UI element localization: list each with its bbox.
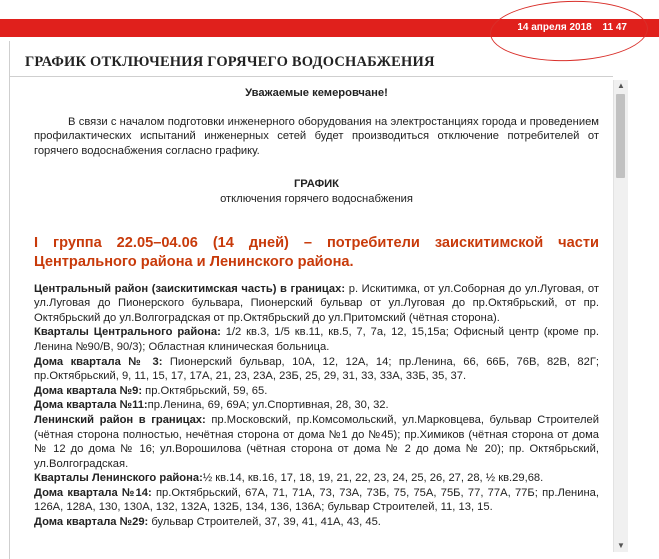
greeting: Уважаемые кемеровчане! xyxy=(245,87,388,99)
top-bar xyxy=(0,19,659,37)
area-label: Кварталы Ленинского района: xyxy=(34,472,203,485)
group-heading: I группа 22.05–04.06 (14 дней) – потребители заискитимской части Центрального района и Ленинского района. xyxy=(34,234,599,270)
area-paragraph xyxy=(34,384,599,399)
scrollbar-thumb[interactable] xyxy=(616,94,625,178)
area-text: пр.Ленина, 69, 69А; ул.Спортивная, 28, 30, 32. xyxy=(147,399,389,412)
area-paragraph xyxy=(34,413,599,471)
area-label: Дома квартала № 3: xyxy=(34,355,163,368)
date-time xyxy=(509,19,627,37)
schedule-title: ГРАФИК xyxy=(293,178,340,191)
area-paragraph xyxy=(34,471,599,486)
schedule-subtitle: отключения горячего водоснабжения xyxy=(220,192,413,205)
area-text: пр.Октябрьский, 59, 65. xyxy=(142,384,268,397)
area-paragraph xyxy=(34,325,599,354)
area-text: р. Искитимка, от ул.Соборная до ул.Луговая, от ул.Луговая до Пионерского бульвара, Пионерский бульвар от ул.Луговая до пр.Октябрьский, от пр. Октябрьский до ул.Волгоградская от пр.Октябрьский до ул.Притомский (чётная сторона). xyxy=(34,282,599,324)
area-label: Кварталы Центрального района: xyxy=(34,326,221,339)
scroll-down-icon[interactable]: ▼ xyxy=(617,541,625,550)
area-paragraph xyxy=(34,355,599,384)
time-label: 11 47 xyxy=(602,22,627,33)
area-text: 1/2 кв.3, 1/5 кв.11, кв.5, 7, 7а, 12, 15,15а; Офисный центр (кроме пр. Ленина №90/В, 90/3); Областная клиническая больница. xyxy=(34,326,599,353)
area-label: Дома квартала №14: xyxy=(34,486,152,499)
area-label: Дома квартала №11: xyxy=(34,399,148,412)
intro-paragraph: В связи с началом подготовки инженерного оборудования на электростанциях города и проведением профилактических испытаний инженерных сетей будет производиться отключение потребителей от горячего водоснабжения согласно графику. xyxy=(34,115,599,157)
vertical-scrollbar[interactable] xyxy=(613,80,628,552)
area-text: ½ кв.14, кв.16, 17, 18, 19, 21, 22, 23, 24, 25, 26, 27, 28, ½ кв.29,68. xyxy=(202,472,544,485)
area-text: бульвар Строителей, 37, 39, 41, 41А, 43, 45. xyxy=(148,516,381,529)
area-label: Ленинский район в границах: xyxy=(34,413,206,426)
area-label: Центральный район (заискитимская часть) в границах: xyxy=(34,282,346,295)
area-label: Дома квартала №29: xyxy=(34,516,149,529)
area-text: пр.Октябрьский, 67А, 71, 71А, 73, 73А, 73Б, 75, 75А, 75Б, 77, 77А, 77Б; пр.Ленина, 126А, 128А, 130, 130А, 132, 132А, 132Б, 134, 136, 136А; бульвар Строителей, 11, 13, 15. xyxy=(34,486,599,514)
area-text: пр.Московский, пр.Комсомольский, ул.Марковцева, бульвар Строителей (чётная сторона полностью, нечётная сторона от дома №1 до №45); пр.Химиков (чётная сторона от дома № 12 до дома № 16; ул.Ворошилова (чётная сторона от дома № 2 до дома № 20); пр. Октябрьский, ул.Волгоградская. xyxy=(34,413,599,470)
area-paragraph xyxy=(34,515,599,530)
article-body xyxy=(34,86,599,530)
area-paragraph xyxy=(34,282,599,326)
area-text: Пионерский бульвар, 10А, 12, 12А, 14; пр.Ленина, 66, 66Б, 76В, 82В, 82Г; пр.Октябрьский, 9, 11, 15, 17, 17А, 21, 23, 23А, 23Б, 25, 29, 31, 33, 33А, 33Б, 35, 37. xyxy=(34,355,600,383)
date-label: 14 апреля 2018 xyxy=(517,22,592,33)
page-header xyxy=(9,52,613,77)
page-title: ГРАФИК ОТКЛЮЧЕНИЯ ГОРЯЧЕГО ВОДОСНАБЖЕНИЯ xyxy=(25,54,435,70)
area-paragraph xyxy=(34,486,599,515)
area-label: Дома квартала №9: xyxy=(34,384,143,397)
area-paragraph xyxy=(34,398,599,413)
left-divider xyxy=(9,41,10,559)
scroll-up-icon[interactable]: ▲ xyxy=(617,81,625,90)
